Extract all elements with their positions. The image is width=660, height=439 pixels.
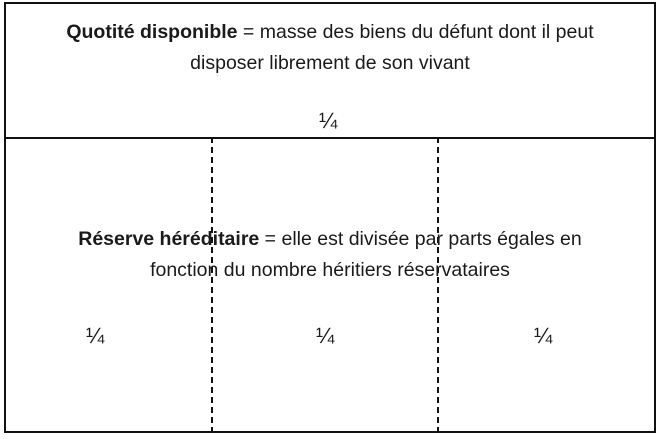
- quotite-disponible-term: Quotité disponible: [66, 21, 238, 43]
- reserve-hereditaire-text: [6, 224, 654, 286]
- quotite-disponible-definition-1: = masse des biens du défunt dont il peut: [237, 21, 594, 43]
- reserve-share-3: ¼: [534, 323, 553, 348]
- quotite-disponible-section: [6, 4, 654, 137]
- quotite-share: ¼: [319, 108, 338, 133]
- section-divider: [6, 137, 654, 139]
- reserve-share-2: ¼: [316, 323, 335, 348]
- quotite-disponible-definition-2: disposer librement de son vivant: [190, 52, 470, 74]
- reserve-hereditaire-definition-1: = elle est divisée par parts égales en: [259, 228, 582, 250]
- diagram-frame: [4, 2, 656, 433]
- reserve-hereditaire-term: Réserve héréditaire: [78, 228, 260, 250]
- quotite-disponible-text: [6, 17, 654, 79]
- reserve-share-1: ¼: [86, 323, 105, 348]
- reserve-hereditaire-definition-2: fonction du nombre héritiers réservataires: [150, 259, 510, 281]
